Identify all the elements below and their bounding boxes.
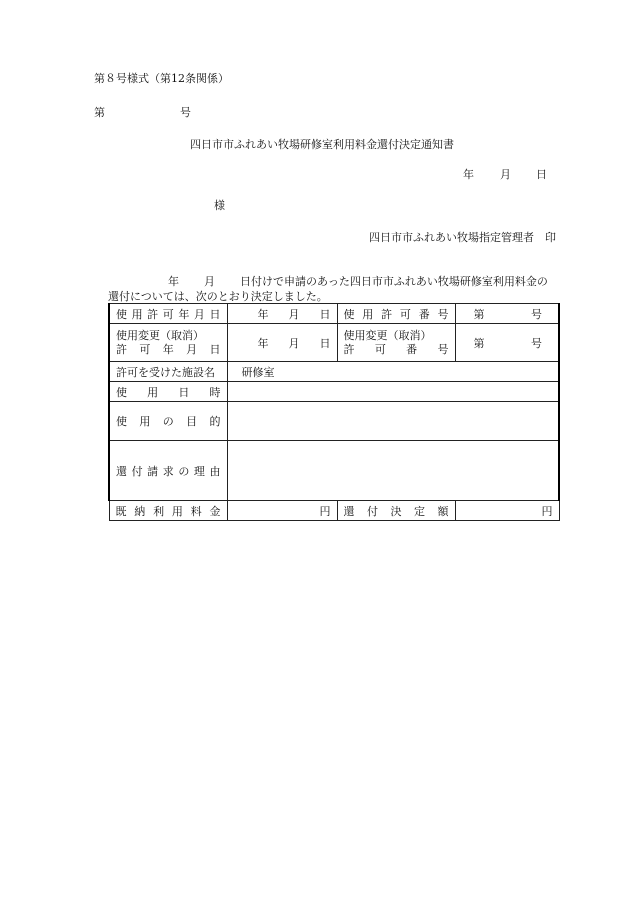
refund-amount-value: 円 <box>455 501 559 521</box>
purpose-value <box>227 402 559 441</box>
usage-datetime-label: 使 用 日 時 <box>109 382 227 402</box>
reason-row <box>109 441 559 501</box>
refund-table <box>108 303 560 521</box>
addressee-suffix: 様 <box>214 199 225 212</box>
body-month: 月 <box>204 275 215 288</box>
change-row <box>109 324 559 362</box>
refund-amount-label: 還 付 決 定 額 <box>337 501 455 521</box>
purpose-row <box>109 402 559 441</box>
body-year: 年 <box>168 275 179 288</box>
change-date-label: 使用変更（取消） 許 可 年 月 日 <box>109 324 227 362</box>
paid-fee-value: 円 <box>227 501 337 521</box>
permit-date-value: 年 月 日 <box>227 304 337 324</box>
date-day: 日 <box>536 168 547 181</box>
document-title: 四日市市ふれあい牧場研修室利用料金還付決定通知書 <box>190 138 454 151</box>
permit-number-value: 第 号 <box>455 304 559 324</box>
facility-row <box>109 362 559 382</box>
issuer: 四日市市ふれあい牧場指定管理者 印 <box>369 231 556 244</box>
document-number-prefix: 第 <box>94 106 105 119</box>
usage-datetime-row <box>109 382 559 402</box>
change-date-value: 年 月 日 <box>227 324 337 362</box>
paid-fee-label: 既 納 利 用 料 金 <box>109 501 227 521</box>
change-number-label: 使用変更（取消） 許 可 番 号 <box>337 324 455 362</box>
reason-value <box>227 441 559 501</box>
document-number-suffix: 号 <box>180 106 191 119</box>
permit-row <box>109 304 559 324</box>
reason-label: 還 付 請 求 の 理 由 <box>109 441 227 501</box>
facility-value: 研修室 <box>227 362 559 382</box>
permit-date-label: 使 用 許 可 年 月 日 <box>109 304 227 324</box>
body-line1: 日付けで申請のあった四日市市ふれあい牧場研修室利用料金の <box>240 275 548 288</box>
purpose-label: 使 用 の 目 的 <box>109 402 227 441</box>
facility-label: 許可を受けた施設名 <box>109 362 227 382</box>
date-year: 年 <box>463 168 474 181</box>
permit-number-label: 使 用 許 可 番 号 <box>337 304 455 324</box>
change-number-value: 第 号 <box>455 324 559 362</box>
usage-datetime-value <box>227 382 559 402</box>
fee-row <box>109 501 559 521</box>
date-month: 月 <box>500 168 511 181</box>
body-line2: 還付については、次のとおり決定しました。 <box>108 290 328 303</box>
form-number: 第８号様式（第12条関係） <box>94 72 229 85</box>
